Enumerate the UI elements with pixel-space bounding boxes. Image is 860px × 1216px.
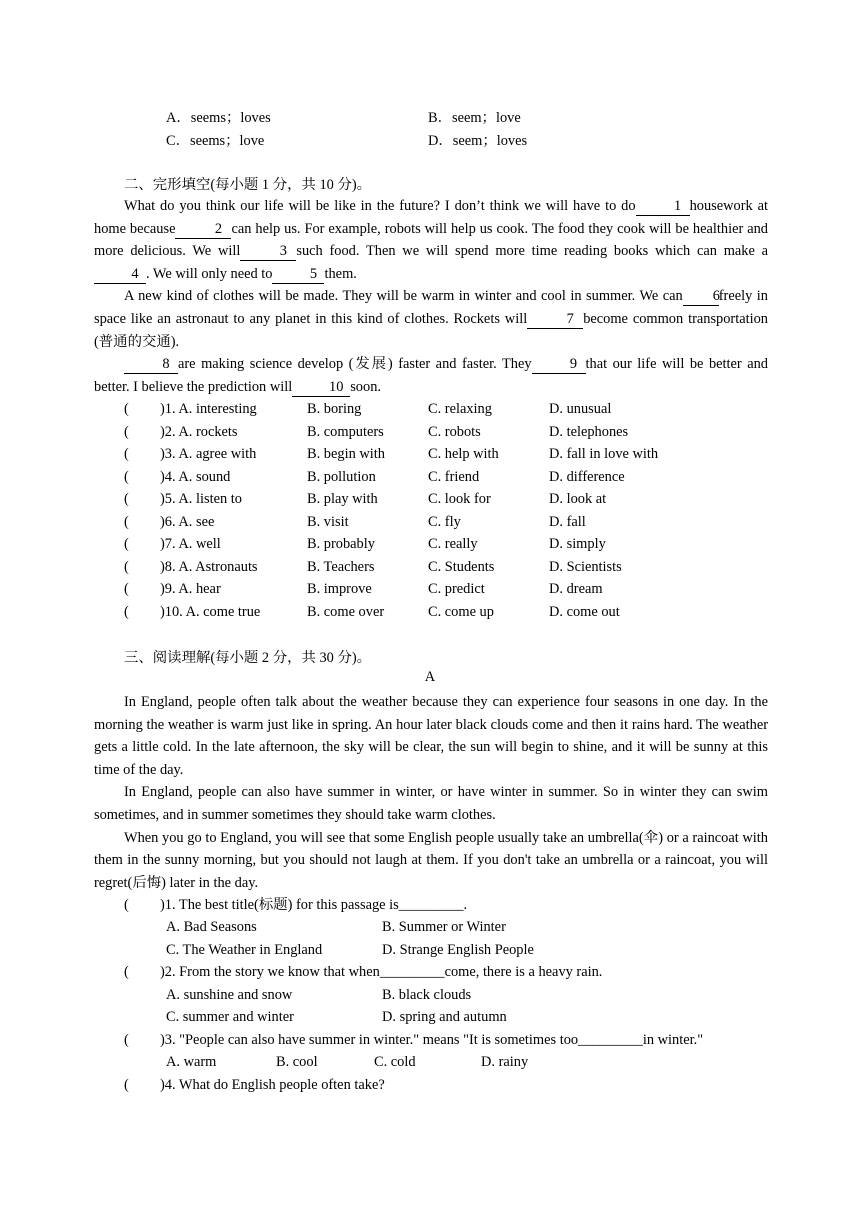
option-d: D. dream xyxy=(549,581,603,597)
cloze-passage xyxy=(94,195,768,398)
option-d: D. fall in love with xyxy=(549,446,659,462)
option-a: )3. A. agree with xyxy=(160,446,257,462)
option-a: )2. A. rockets xyxy=(160,424,238,440)
option-c: C. friend xyxy=(428,469,480,485)
option-a: )8. A. Astronauts xyxy=(160,559,258,575)
option-a: )10. A. come true xyxy=(160,604,261,620)
option-b: B. play with xyxy=(307,491,378,507)
option-c: C. predict xyxy=(428,581,485,597)
option-d: D. come out xyxy=(549,604,620,620)
answer-paren[interactable]: ( xyxy=(124,581,129,597)
option-c: C. relaxing xyxy=(428,401,492,417)
option-b: B. black clouds xyxy=(382,987,472,1003)
answer-paren[interactable]: ( xyxy=(124,1032,129,1048)
text: freely in space like an astronaut to any planet in this kind of clothes. Rockets will xyxy=(94,288,769,327)
option-c: C. fly xyxy=(428,514,461,530)
answer-paren[interactable]: ( xyxy=(124,401,129,417)
section-label: A xyxy=(424,669,436,685)
option-c: C. summer and winter xyxy=(166,1009,294,1025)
text: soon. xyxy=(350,378,381,395)
option-c: C. look for xyxy=(428,491,491,507)
cloze-heading: 二、完形填空(每小题 1 分，共 10 分)。 xyxy=(124,177,372,193)
option-a: )5. A. listen to xyxy=(160,491,242,507)
blank-1: 1 xyxy=(636,198,690,216)
option-c: C. The Weather in England xyxy=(166,942,323,958)
option-a: A. Bad Seasons xyxy=(166,919,257,935)
option-b: B. probably xyxy=(307,536,375,552)
option-b: B. Summer or Winter xyxy=(382,919,506,935)
blank-8: 8 xyxy=(124,356,178,374)
text: housework at home because xyxy=(94,198,768,237)
answer-paren[interactable]: ( xyxy=(124,469,129,485)
option-d: D. look at xyxy=(549,491,607,507)
option-a: A. sunshine and snow xyxy=(166,987,293,1003)
answer-paren[interactable]: ( xyxy=(124,559,129,575)
option-c: C. come up xyxy=(428,604,494,620)
option-a: )4. A. sound xyxy=(160,469,231,485)
option-b: B. computers xyxy=(307,424,384,440)
text: What do you think our life will be like in the future? I don’t think we will have to do xyxy=(124,198,636,214)
option-d: D. Scientists xyxy=(549,559,622,575)
text: such food. Then we will spend more time reading books which can make a xyxy=(296,243,769,260)
option-b: B. cool xyxy=(276,1054,318,1070)
question-stem: )4. What do English people often take? xyxy=(160,1077,385,1093)
option-b: B. begin with xyxy=(307,446,385,462)
question-stem: )3. "People can also have summer in winter." means "It is sometimes too_________in winter." xyxy=(160,1032,704,1048)
text: A new kind of clothes will be made. They will be warm in winter and cool in summer. We can xyxy=(124,288,683,305)
reading-paragraph-1: In England, people often talk about the weather because they can experience four seasons in one day. In the morning the weather is warm just like in spring. An hour later black clouds come and then it rains hard. The weather gets a little cold. In the late afternoon, the sky will be clear, the sun will begin to shine, and it will be sunny at this time of the day. xyxy=(94,694,768,778)
answer-paren[interactable]: ( xyxy=(124,1077,129,1093)
option-d: D. rainy xyxy=(481,1054,529,1070)
answer-paren[interactable]: ( xyxy=(124,446,129,462)
option-d: D. difference xyxy=(549,469,625,485)
option-a: )1. A. interesting xyxy=(160,401,257,417)
option-c: C．seems；love xyxy=(166,133,265,149)
cloze-paragraph-2 xyxy=(94,285,768,353)
answer-paren[interactable]: ( xyxy=(124,514,129,530)
blank-9: 9 xyxy=(532,356,586,374)
reading-paragraph-3: When you go to England, you will see that some English people usually take an umbrella(伞) or a raincoat with them in the sunny morning, but you should not laugh at them. If you don't take an umbrella or a raincoat, you will regret(后悔) later in the day. xyxy=(94,829,768,891)
option-b: B. boring xyxy=(307,401,362,417)
answer-paren[interactable]: ( xyxy=(124,491,129,507)
text: them. xyxy=(324,265,357,282)
blank-10: 10 xyxy=(292,379,350,397)
blank-2: 2 xyxy=(175,221,231,239)
blank-5: 5 xyxy=(272,266,324,284)
option-b: B．seem；love xyxy=(428,110,521,126)
reading-heading: 三、阅读理解(每小题 2 分，共 30 分)。 xyxy=(124,650,372,666)
cloze-paragraph-1 xyxy=(94,195,768,285)
text: become common transportation (普通的交通). xyxy=(94,310,768,350)
option-b: B. Teachers xyxy=(307,559,375,575)
option-d: D. Strange English People xyxy=(382,942,534,958)
option-d: D. unusual xyxy=(549,401,612,417)
blank-6: 6 xyxy=(683,288,719,306)
question-stem: )1. The best title(标题) for this passage is_________. xyxy=(160,897,468,913)
option-a: )6. A. see xyxy=(160,514,215,530)
option-a: )7. A. well xyxy=(160,536,221,552)
answer-paren[interactable]: ( xyxy=(124,424,129,440)
option-a: )9. A. hear xyxy=(160,581,221,597)
option-d: D. simply xyxy=(549,536,606,552)
text: . We will only need to xyxy=(146,265,273,282)
option-c: C. really xyxy=(428,536,478,552)
reading-paragraph-2: In England, people can also have summer in winter, or have winter in summer. So in winter they can swim sometimes, and in summer sometimes they should take warm clothes. xyxy=(94,784,768,823)
answer-paren[interactable]: ( xyxy=(124,964,129,980)
option-c: C. help with xyxy=(428,446,499,462)
option-a: A. warm xyxy=(166,1054,217,1070)
blank-4: 4 xyxy=(94,266,146,284)
option-d: D. spring and autumn xyxy=(382,1009,507,1025)
answer-paren[interactable]: ( xyxy=(124,536,129,552)
option-d: D. telephones xyxy=(549,424,629,440)
option-d: D．seem；loves xyxy=(428,133,528,149)
option-c: C. robots xyxy=(428,424,481,440)
option-b: B. come over xyxy=(307,604,385,620)
option-b: B. improve xyxy=(307,581,372,597)
option-d: D. fall xyxy=(549,514,586,530)
answer-paren[interactable]: ( xyxy=(124,604,129,620)
text: that our life will be better and better. I believe the prediction will xyxy=(94,356,768,395)
cloze-paragraph-3 xyxy=(94,353,768,398)
text: can help us. For example, robots will help us cook. The food they cook will be healthier and more delicious. We will xyxy=(94,220,768,260)
option-c: C. cold xyxy=(374,1054,416,1070)
option-c: C. Students xyxy=(428,559,495,575)
text: are making science develop (发展) faster and faster. They xyxy=(178,356,532,373)
question-stem: )2. From the story we know that when_________come, there is a heavy rain. xyxy=(160,964,603,980)
blank-7: 7 xyxy=(527,311,583,329)
option-a: A．seems；loves xyxy=(166,110,271,126)
option-b: B. pollution xyxy=(307,469,376,485)
option-b: B. visit xyxy=(307,514,349,530)
blank-3: 3 xyxy=(240,243,296,261)
reading-passage xyxy=(94,691,768,894)
answer-paren[interactable]: ( xyxy=(124,897,129,913)
